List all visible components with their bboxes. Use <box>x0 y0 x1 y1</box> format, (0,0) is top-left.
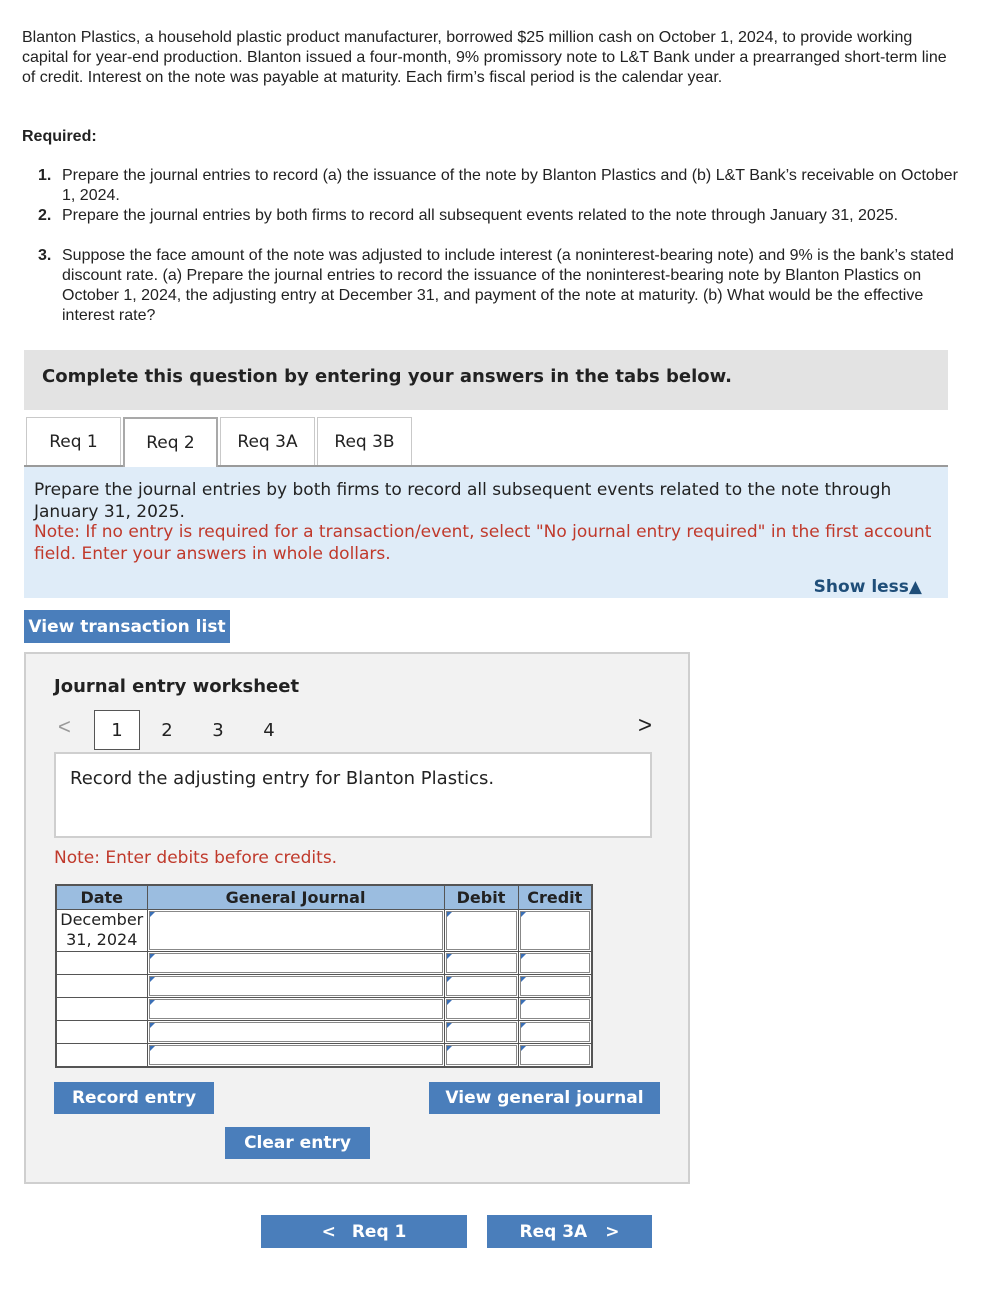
credit-input[interactable] <box>520 999 591 1019</box>
debit-cell <box>444 974 518 997</box>
debit-cell <box>444 1043 518 1067</box>
credit-column-header: Credit <box>518 885 592 909</box>
credit-input[interactable] <box>520 1045 591 1065</box>
credit-cell <box>518 1020 592 1043</box>
view-general-journal-button[interactable]: View general journal <box>429 1082 660 1114</box>
page-3[interactable]: 3 <box>212 719 224 741</box>
requirement-number: 1. <box>38 167 52 184</box>
credit-input[interactable] <box>520 976 591 996</box>
journal-row <box>56 1020 592 1043</box>
credit-cell <box>518 974 592 997</box>
next-req-label: Req 3A <box>519 1221 588 1242</box>
record-entry-button[interactable]: Record entry <box>54 1082 214 1114</box>
account-cell <box>147 1043 444 1067</box>
requirement-text: Prepare the journal entries to record (a) the issuance of the note by Blanton Plastics and (b) L&T Bank’s receivable on October 1, 2024. <box>62 167 958 204</box>
tab-req-2[interactable]: Req 2 <box>123 417 218 467</box>
prev-req-button[interactable] <box>261 1215 467 1248</box>
tab-req-3b[interactable]: Req 3B <box>317 417 412 466</box>
chevron-right-icon: > <box>605 1221 620 1242</box>
account-cell <box>147 997 444 1020</box>
journal-table <box>55 884 593 1068</box>
general-journal-column-header: General Journal <box>147 885 444 909</box>
account-cell <box>147 974 444 997</box>
worksheet-title: Journal entry worksheet <box>54 676 300 697</box>
clear-entry-button[interactable]: Clear entry <box>225 1127 370 1159</box>
page-1[interactable]: 1 <box>94 710 140 750</box>
journal-row <box>56 1043 592 1067</box>
requirement-1 <box>38 166 958 206</box>
credit-input[interactable] <box>520 911 591 950</box>
account-cell <box>147 1020 444 1043</box>
debit-cell <box>444 909 518 951</box>
prev-page-icon[interactable]: < <box>58 714 71 739</box>
debit-input[interactable] <box>446 911 517 950</box>
account-cell <box>147 909 444 951</box>
account-select[interactable] <box>149 911 443 950</box>
account-select[interactable] <box>149 1022 443 1042</box>
credit-cell <box>518 1043 592 1067</box>
journal-date-cell <box>56 974 147 997</box>
requirements-list <box>38 166 958 326</box>
instructions-note: Note: If no entry is required for a transaction/event, select "No journal entry required" in the first account field. Enter your answers in whole dollars. <box>34 522 932 564</box>
requirement-3 <box>38 246 958 326</box>
page-2[interactable]: 2 <box>161 719 173 741</box>
account-select[interactable] <box>149 976 443 996</box>
journal-row <box>56 951 592 974</box>
page-4[interactable]: 4 <box>263 719 275 741</box>
date-column-header: Date <box>56 885 147 909</box>
credit-input[interactable] <box>520 953 591 973</box>
next-page-icon[interactable]: > <box>638 712 653 739</box>
credit-input[interactable] <box>520 1022 591 1042</box>
required-label: Required: <box>22 128 97 145</box>
debit-input[interactable] <box>446 1045 517 1065</box>
credit-cell <box>518 951 592 974</box>
requirement-text: Suppose the face amount of the note was adjusted to include interest (a noninterest-bearing note) and 9% is the bank’s stated discount rate. (a) Prepare the journal entries to record the issuance of the noninterest-bearing note by Blanton Plastics on October 1, 2024, the adjusting entry at December 31, and payment of the note at maturity. (b) What would be the effective interest rate? <box>62 247 954 324</box>
journal-date-cell <box>56 1043 147 1067</box>
journal-row <box>56 974 592 997</box>
next-req-button[interactable] <box>487 1215 652 1248</box>
debit-input[interactable] <box>446 999 517 1019</box>
journal-date-cell <box>56 997 147 1020</box>
requirement-number: 2. <box>38 207 52 224</box>
debit-column-header: Debit <box>444 885 518 909</box>
journal-date-cell <box>56 1020 147 1043</box>
debits-credits-note: Note: Enter debits before credits. <box>54 848 338 868</box>
credit-cell <box>518 997 592 1020</box>
account-select[interactable] <box>149 1045 443 1065</box>
chevron-left-icon: < <box>321 1221 336 1242</box>
instructions-main: Prepare the journal entries by both firms to record all subsequent events related to the note through January 31, 2025. <box>34 480 892 522</box>
journal-header-row <box>56 885 592 909</box>
account-select[interactable] <box>149 953 443 973</box>
journal-row <box>56 997 592 1020</box>
debit-input[interactable] <box>446 1022 517 1042</box>
tab-req-3a[interactable]: Req 3A <box>220 417 315 466</box>
debit-input[interactable] <box>446 976 517 996</box>
instructions-banner <box>24 350 948 410</box>
journal-date-cell <box>56 951 147 974</box>
requirement-text: Prepare the journal entries by both firms to record all subsequent events related to the note through January 31, 2025. <box>62 207 899 224</box>
requirement-2 <box>38 206 958 246</box>
show-less-link[interactable]: Show less▲ <box>813 577 922 597</box>
entry-prompt: Record the adjusting entry for Blanton Plastics. <box>70 768 495 789</box>
debit-input[interactable] <box>446 953 517 973</box>
journal-date-cell: December 31, 2024 <box>56 909 147 951</box>
tab-instructions <box>24 467 948 598</box>
tab-req-1[interactable]: Req 1 <box>26 417 121 466</box>
view-transaction-list-button[interactable]: View transaction list <box>24 610 230 643</box>
prev-req-label: Req 1 <box>351 1221 407 1242</box>
account-cell <box>147 951 444 974</box>
credit-cell <box>518 909 592 951</box>
entry-prompt-box <box>54 752 652 838</box>
banner-text: Complete this question by entering your answers in the tabs below. <box>42 366 732 387</box>
problem-intro: Blanton Plastics, a household plastic product manufacturer, borrowed $25 million cash on October 1, 2024, to provide working capital for year-end production. Blanton issued a four-month, 9% promissory note to L&T Bank under a prearranged short-term line of credit. Interest on the note was payable at maturity. Each firm’s fiscal period is the calendar year. <box>22 29 947 86</box>
debit-cell <box>444 951 518 974</box>
journal-row <box>56 909 592 951</box>
account-select[interactable] <box>149 999 443 1019</box>
debit-cell <box>444 1020 518 1043</box>
requirement-number: 3. <box>38 247 52 264</box>
debit-cell <box>444 997 518 1020</box>
